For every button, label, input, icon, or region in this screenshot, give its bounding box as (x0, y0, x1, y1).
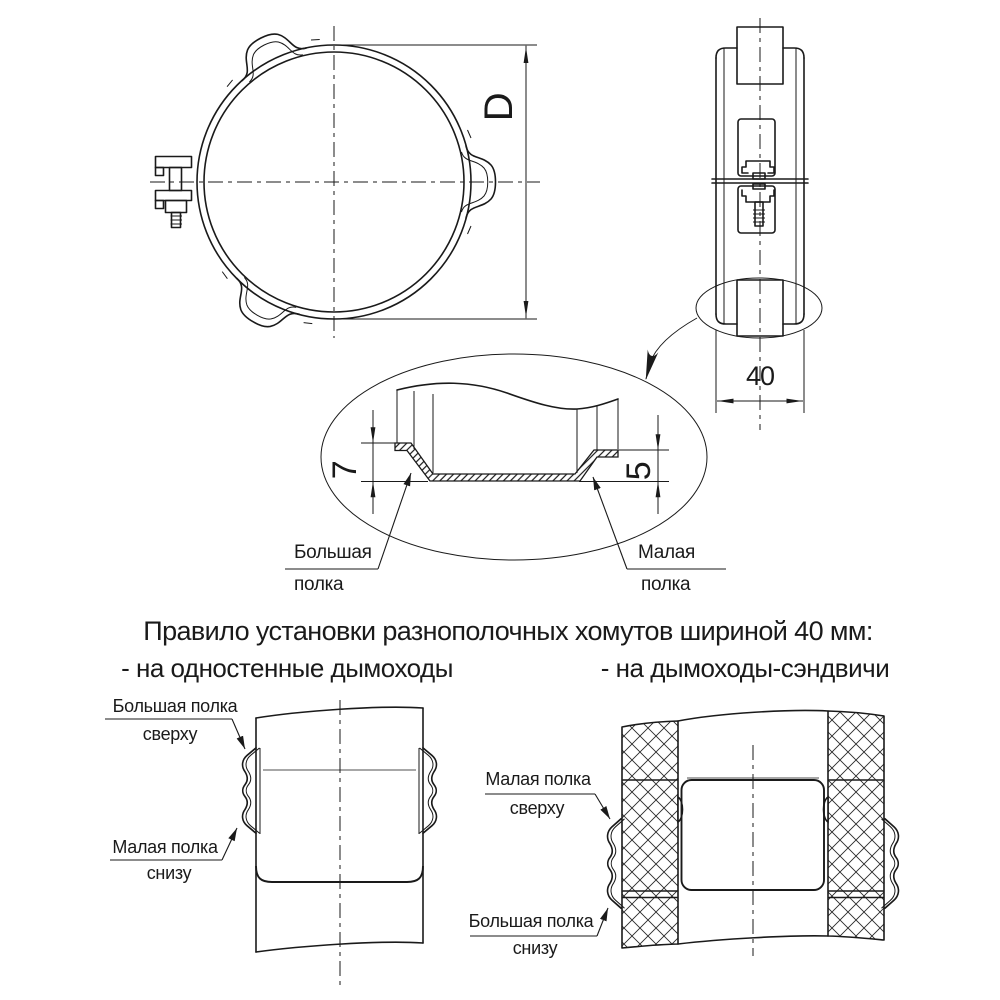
rule-title: Правило установки разнополочных хомутов шириной 40 мм: (143, 616, 873, 646)
sandwich-subtitle: - на дымоходы-сэндвичи (600, 653, 890, 683)
sandwich-bottom-label-line2: снизу (512, 938, 558, 958)
single-wall-subtitle: - на одностенные дымоходы (121, 653, 453, 683)
single-wall-top-label-line2: сверху (142, 724, 198, 744)
small-flange-label-line2: полка (641, 574, 691, 595)
single-wall-top-label-line1: Большая полка (112, 696, 238, 716)
side-view (646, 18, 822, 430)
diameter-dimension-label: D (477, 92, 521, 122)
big-flange-label-line2: полка (294, 574, 344, 595)
small-flange-height-label: 5 (620, 461, 659, 481)
small-flange-label-line1: Малая (638, 542, 696, 563)
sandwich-bottom-label-line1: Большая полка (468, 911, 594, 931)
sandwich-top-label-line1: Малая полка (485, 769, 591, 789)
single-wall-bottom-label-line2: снизу (146, 863, 192, 883)
big-flange-label-line1: Большая (294, 542, 372, 563)
big-flange-height-label: 7 (326, 460, 365, 480)
bolt-assembly (156, 157, 192, 228)
single-wall-bottom-label-line1: Малая полка (112, 837, 218, 857)
width-dimension-label: 40 (745, 361, 775, 391)
sandwich-top-label-line2: сверху (509, 798, 565, 818)
front-view (150, 14, 540, 347)
